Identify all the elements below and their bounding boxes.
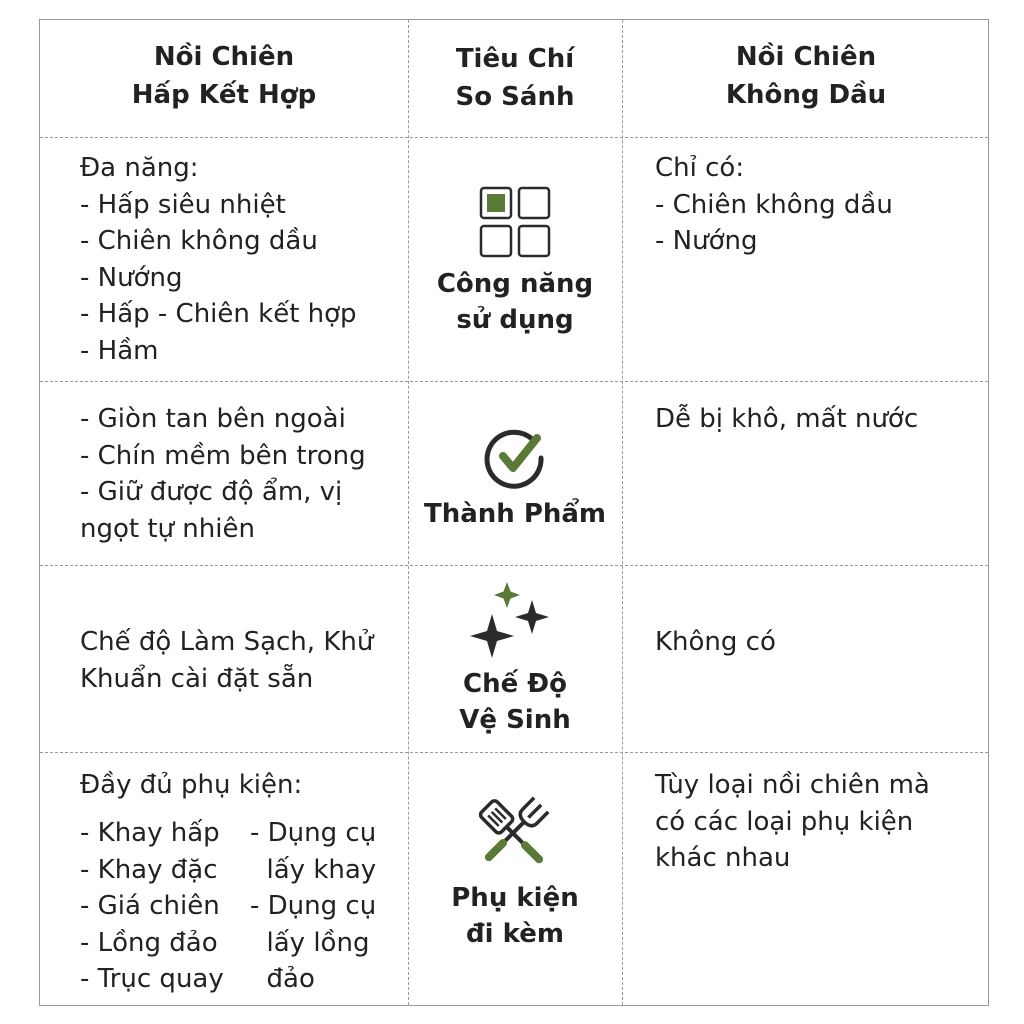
row4-right-text: Tùy loại nồi chiên mà có các loại phụ kiện khác nhau <box>655 770 930 873</box>
row1-right-text: Chỉ có: - Chiên không dầu - Nướng <box>655 153 893 256</box>
row1-criterion-label: Công năng sử dụng <box>436 269 594 335</box>
row4-criterion-label: Phụ kiện đi kèm <box>451 883 579 949</box>
row2-criterion-label: Thành Phẩm <box>423 499 607 529</box>
row3-right-text: Không có <box>655 627 776 657</box>
row-divider <box>40 752 988 753</box>
header-left: Nồi Chiên Hấp Kết Hợp <box>131 42 317 110</box>
row1-left-text: Đa năng: - Hấp siêu nhiệt - Chiên không dầu - Nướng - Hấp - Chiên kết hợp - Hầm <box>80 153 357 366</box>
row-divider <box>40 137 988 138</box>
sparkle-icon <box>470 580 560 666</box>
row3-criterion-label: Chế Độ Vệ Sinh <box>459 669 571 735</box>
utensils-icon <box>477 796 553 866</box>
row2-criterion <box>408 426 622 494</box>
row1-criterion <box>408 185 622 263</box>
grid-icon <box>478 185 552 259</box>
header-right: Nồi Chiên Không Dầu <box>725 42 887 110</box>
row2-right-text: Dễ bị khô, mất nước <box>655 404 919 434</box>
row3-left-text: Chế độ Làm Sạch, Khử Khuẩn cài đặt sẵn <box>80 627 374 694</box>
comparison-table <box>39 19 989 1006</box>
check-circle-icon <box>483 426 547 490</box>
row4-criterion <box>408 796 622 870</box>
row4-left-title: Đầy đủ phụ kiện: <box>80 770 303 800</box>
accessory-list-1: - Khay hấp - Khay đặc - Giá chiên - Lồng đảo - Trục quay <box>80 818 224 994</box>
row-divider <box>40 565 988 566</box>
row3-criterion <box>408 580 622 670</box>
row4-accessory-lists <box>80 815 400 998</box>
accessory-list-2: - Dụng cụ lấy khay - Dụng cụ lấy lồng đảo <box>250 818 377 994</box>
header-middle: Tiêu Chí So Sánh <box>455 44 575 112</box>
row-divider <box>40 381 988 382</box>
row2-left-text: - Giòn tan bên ngoài - Chín mềm bên trong - Giữ được độ ẩm, vị ngọt tự nhiên <box>80 404 366 544</box>
column-divider <box>622 20 623 1005</box>
